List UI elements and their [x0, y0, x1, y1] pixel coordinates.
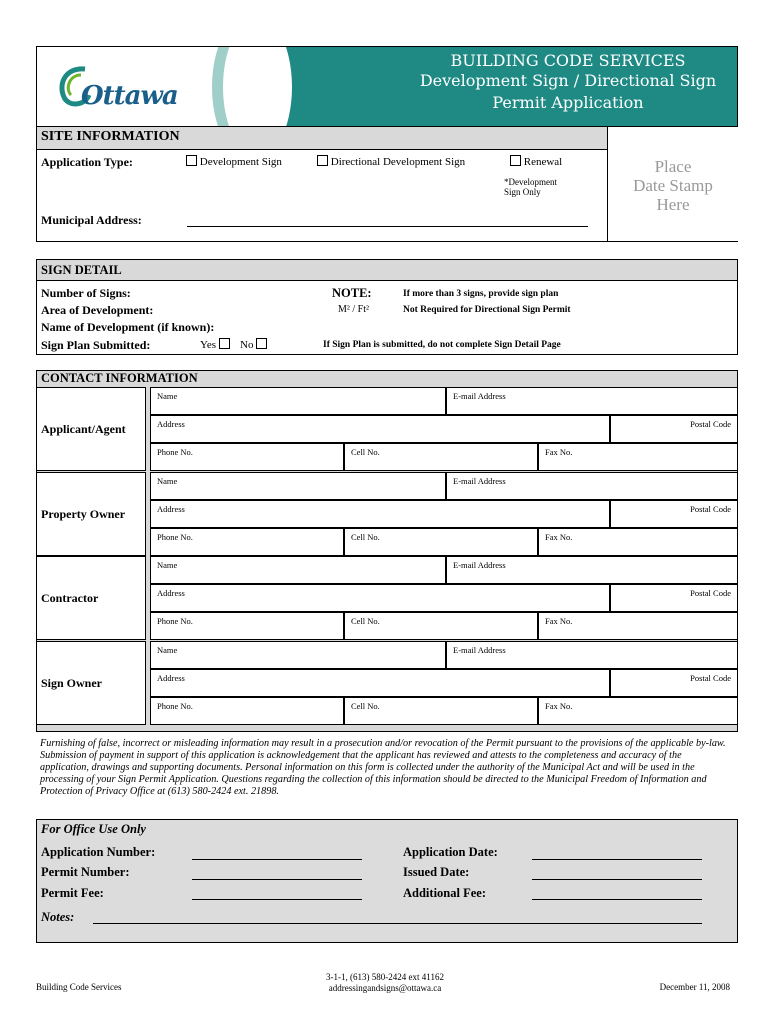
contact-role-cell — [36, 641, 146, 725]
address-field-label: Address — [157, 673, 185, 683]
application-date-label: Application Date: — [403, 845, 498, 859]
renewal-option[interactable] — [510, 155, 562, 168]
name-field[interactable] — [150, 472, 446, 500]
postal-code-field[interactable] — [610, 669, 738, 697]
sign-plan-yes-checkbox[interactable] — [219, 338, 230, 349]
phone-field[interactable] — [150, 443, 344, 471]
footer-email[interactable]: addressingandsigns@ottawa.ca — [328, 983, 442, 993]
phone-field[interactable] — [150, 697, 344, 725]
fax-field-label: Fax No. — [545, 701, 573, 711]
cell-field[interactable] — [344, 612, 538, 640]
notes-label: Notes: — [41, 910, 75, 924]
application-date-field[interactable] — [532, 846, 702, 860]
date-stamp-box — [607, 127, 738, 241]
area-units-label: M² / Ft² — [338, 304, 370, 315]
header-swoosh-inner — [223, 46, 283, 126]
renewal-checkbox[interactable] — [510, 155, 521, 166]
postal-code-field[interactable] — [610, 415, 738, 443]
stamp-line1: Place — [654, 157, 692, 176]
note-not-required-directional: Not Required for Directional Sign Permit — [403, 305, 571, 315]
phone-field-label: Phone No. — [157, 532, 193, 542]
fax-field[interactable] — [538, 443, 738, 471]
sign-detail-heading: SIGN DETAIL — [41, 263, 122, 277]
additional-fee-field[interactable] — [532, 886, 702, 900]
site-information-heading: SITE INFORMATION — [41, 129, 180, 144]
permit-number-field[interactable] — [192, 866, 362, 880]
name-field[interactable] — [150, 641, 446, 669]
renewal-note — [504, 177, 557, 197]
directional-sign-option[interactable] — [317, 155, 465, 168]
address-field-label: Address — [157, 419, 185, 429]
application-type-label: Application Type: — [41, 155, 133, 169]
address-field-label: Address — [157, 588, 185, 598]
postal-code-field-label: Postal Code — [690, 504, 731, 514]
sign-plan-yes-option[interactable] — [200, 338, 230, 351]
fax-field-label: Fax No. — [545, 447, 573, 457]
postal-code-field-label: Postal Code — [690, 673, 731, 683]
email-field-label: E-mail Address — [453, 645, 506, 655]
postal-code-field[interactable] — [610, 500, 738, 528]
email-field-label: E-mail Address — [453, 560, 506, 570]
contact-role-label: Sign Owner — [41, 676, 103, 690]
application-number-label: Application Number: — [41, 845, 156, 859]
email-field[interactable] — [446, 641, 738, 669]
cell-field[interactable] — [344, 528, 538, 556]
address-field[interactable] — [150, 584, 610, 612]
phone-field[interactable] — [150, 612, 344, 640]
sign-plan-no-checkbox[interactable] — [256, 338, 267, 349]
development-sign-label: Development Sign — [199, 156, 282, 168]
area-of-development-label: Area of Development: — [41, 303, 154, 317]
cell-field[interactable] — [344, 443, 538, 471]
address-field[interactable] — [150, 415, 610, 443]
footer-left: Building Code Services — [36, 982, 122, 992]
cell-field-label: Cell No. — [351, 532, 380, 542]
address-field[interactable] — [150, 669, 610, 697]
footer-center — [290, 972, 480, 994]
header-banner — [36, 46, 738, 126]
sign-plan-yes-label: Yes — [200, 339, 217, 351]
directional-sign-checkbox[interactable] — [317, 155, 328, 166]
ottawa-logo — [55, 63, 205, 113]
office-use-heading: For Office Use Only — [41, 822, 146, 836]
note-sign-plan-submitted: If Sign Plan is submitted, do not complete Sign Detail Page — [323, 340, 561, 350]
contact-block — [36, 387, 738, 471]
name-field-label: Name — [157, 391, 178, 401]
phone-field-label: Phone No. — [157, 701, 193, 711]
contact-information-heading: CONTACT INFORMATION — [41, 371, 198, 385]
number-of-signs-label: Number of Signs: — [41, 286, 131, 300]
fax-field-label: Fax No. — [545, 532, 573, 542]
postal-code-field[interactable] — [610, 584, 738, 612]
note-more-than-3-signs: If more than 3 signs, provide sign plan — [403, 289, 559, 299]
contact-role-cell — [36, 472, 146, 556]
footer-phone: 3-1-1, (613) 580-2424 ext 41162 — [326, 972, 444, 982]
postal-code-field-label: Postal Code — [690, 419, 731, 429]
development-sign-option[interactable] — [186, 155, 282, 168]
phone-field-label: Phone No. — [157, 616, 193, 626]
contact-role-label: Property Owner — [41, 507, 126, 521]
contact-block — [36, 472, 738, 556]
contact-block — [36, 641, 738, 725]
contact-block — [36, 556, 738, 640]
sign-plan-no-label: No — [240, 339, 254, 351]
stamp-line2: Date Stamp — [633, 176, 713, 195]
cell-field-label: Cell No. — [351, 447, 380, 457]
name-field[interactable] — [150, 387, 446, 415]
issued-date-field[interactable] — [532, 866, 702, 880]
email-field[interactable] — [446, 472, 738, 500]
address-field-label: Address — [157, 504, 185, 514]
email-field-label: E-mail Address — [453, 476, 506, 486]
phone-field-label: Phone No. — [157, 447, 193, 457]
header-subtitle: Development Sign / Directional Sign — [419, 71, 717, 90]
email-field-label: E-mail Address — [453, 391, 506, 401]
header-permit-title: Permit Application — [492, 93, 644, 112]
contact-role-cell — [36, 556, 146, 640]
disclaimer-text: Furnishing of false, incorrect or misleading information may result in a prosecution and/or revocation of the Permit pursuant to the provisions of the applicable by-law. Submission of payment in support of this application is acknowledgement that the applicant has reviewed and attests to the completeness and accuracy of the application, drawings and supporting documents. Personal information on this form is collected under the authority of the Municipal Act and will be used in the processing of your Sign Permit Application. Questions regarding the collection of this information should be directed to the Municipal Freedom of Information and Protection of Privacy Office at (613) 580-2424 ext. 21898. — [40, 738, 726, 797]
name-field-label: Name — [157, 476, 178, 486]
municipal-address-field[interactable] — [187, 213, 588, 227]
contact-role-label: Applicant/Agent — [41, 422, 126, 436]
development-sign-checkbox[interactable] — [186, 155, 197, 166]
renewal-note-line1: *Development — [504, 177, 557, 187]
contact-role-cell — [36, 387, 146, 471]
fax-field-label: Fax No. — [545, 616, 573, 626]
name-field[interactable] — [150, 556, 446, 584]
name-of-development-label: Name of Development (if known): — [41, 320, 215, 334]
email-field[interactable] — [446, 556, 738, 584]
stamp-line3: Here — [656, 195, 690, 214]
cell-field[interactable] — [344, 697, 538, 725]
contact-role-label: Contractor — [41, 591, 99, 605]
logo-text: Ottawa — [81, 81, 178, 111]
phone-field[interactable] — [150, 528, 344, 556]
fax-field[interactable] — [538, 697, 738, 725]
postal-code-field-label: Postal Code — [690, 588, 731, 598]
renewal-label: Renewal — [523, 156, 563, 168]
cell-field-label: Cell No. — [351, 616, 380, 626]
sign-plan-submitted-label: Sign Plan Submitted: — [41, 338, 151, 352]
permit-fee-field[interactable] — [192, 886, 362, 900]
cell-field-label: Cell No. — [351, 701, 380, 711]
footer-date: December 11, 2008 — [659, 982, 730, 992]
notes-field[interactable] — [93, 910, 702, 924]
permit-fee-label: Permit Fee: — [41, 886, 104, 900]
issued-date-label: Issued Date: — [403, 865, 470, 879]
header-title: BUILDING CODE SERVICES — [450, 51, 686, 70]
sign-plan-no-option[interactable] — [240, 338, 267, 351]
municipal-address-label: Municipal Address: — [41, 213, 142, 227]
address-field[interactable] — [150, 500, 610, 528]
fax-field[interactable] — [538, 612, 738, 640]
permit-number-label: Permit Number: — [41, 865, 130, 879]
sign-detail-header-bar — [37, 260, 737, 281]
name-field-label: Name — [157, 645, 178, 655]
application-number-field[interactable] — [192, 846, 362, 860]
email-field[interactable] — [446, 387, 738, 415]
office-use-section — [36, 819, 738, 943]
note-label: NOTE: — [332, 286, 372, 300]
renewal-note-line2: Sign Only — [504, 187, 541, 197]
directional-sign-label: Directional Development Sign — [330, 156, 466, 168]
fax-field[interactable] — [538, 528, 738, 556]
name-field-label: Name — [157, 560, 178, 570]
additional-fee-label: Additional Fee: — [403, 886, 486, 900]
